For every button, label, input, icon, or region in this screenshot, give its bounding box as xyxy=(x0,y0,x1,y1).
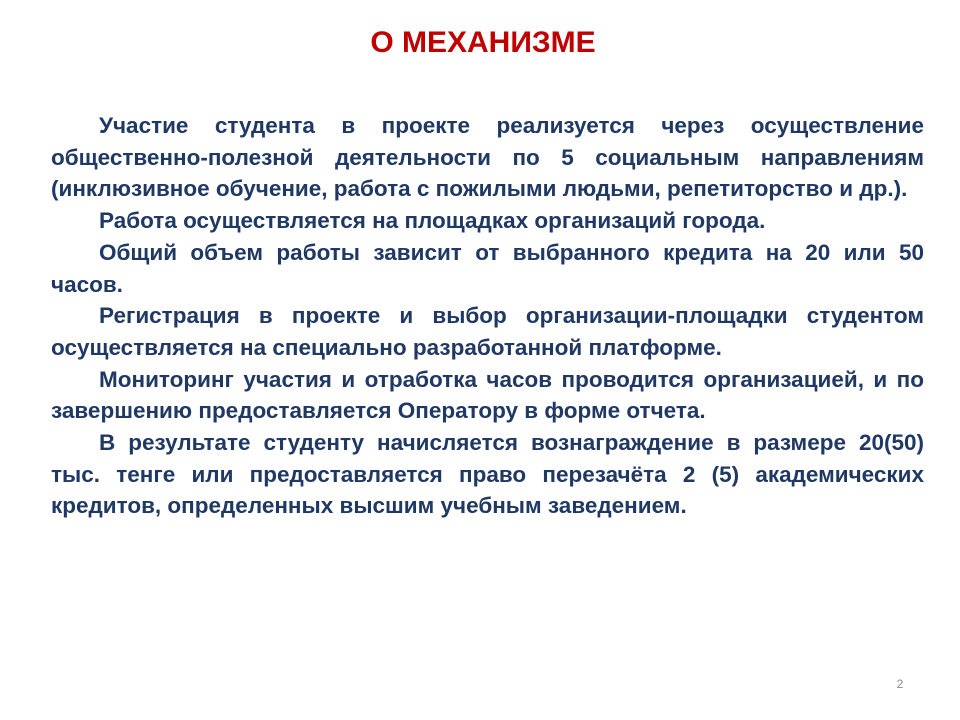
paragraph-reward: В результате студенту начисляется вознаграждение в размере 20(50) тыс. тенге или предоставляется право перезачёта 2 (5) академических кредитов, определенных высшим учебным заведением. xyxy=(51,430,924,519)
paragraph-venues: Работа осуществляется на площадках организаций города. xyxy=(99,208,766,234)
slide-body xyxy=(51,110,924,522)
page-number: 2 xyxy=(896,677,904,691)
paragraph-monitoring: Мониторинг участия и отработка часов проводится организацией, и по завершению предоставляется Оператору в форме отчета. xyxy=(51,366,924,424)
paragraph-registration: Регистрация в проекте и выбор организации-площадки студентом осуществляется на специально разработанной платформе. xyxy=(51,303,924,360)
slide-title: О МЕХАНИЗМЕ xyxy=(370,26,596,59)
paragraph-participation: Участие студента в проекте реализуется через осуществление общественно-полезной деятельности по 5 социальным направлениям (инклюзивное обучение, работа с пожилыми людьми, репетиторство и др.). xyxy=(51,113,924,202)
paragraph-workload: Общий объем работы зависит от выбранного кредита на 20 или 50 часов. xyxy=(51,239,924,297)
